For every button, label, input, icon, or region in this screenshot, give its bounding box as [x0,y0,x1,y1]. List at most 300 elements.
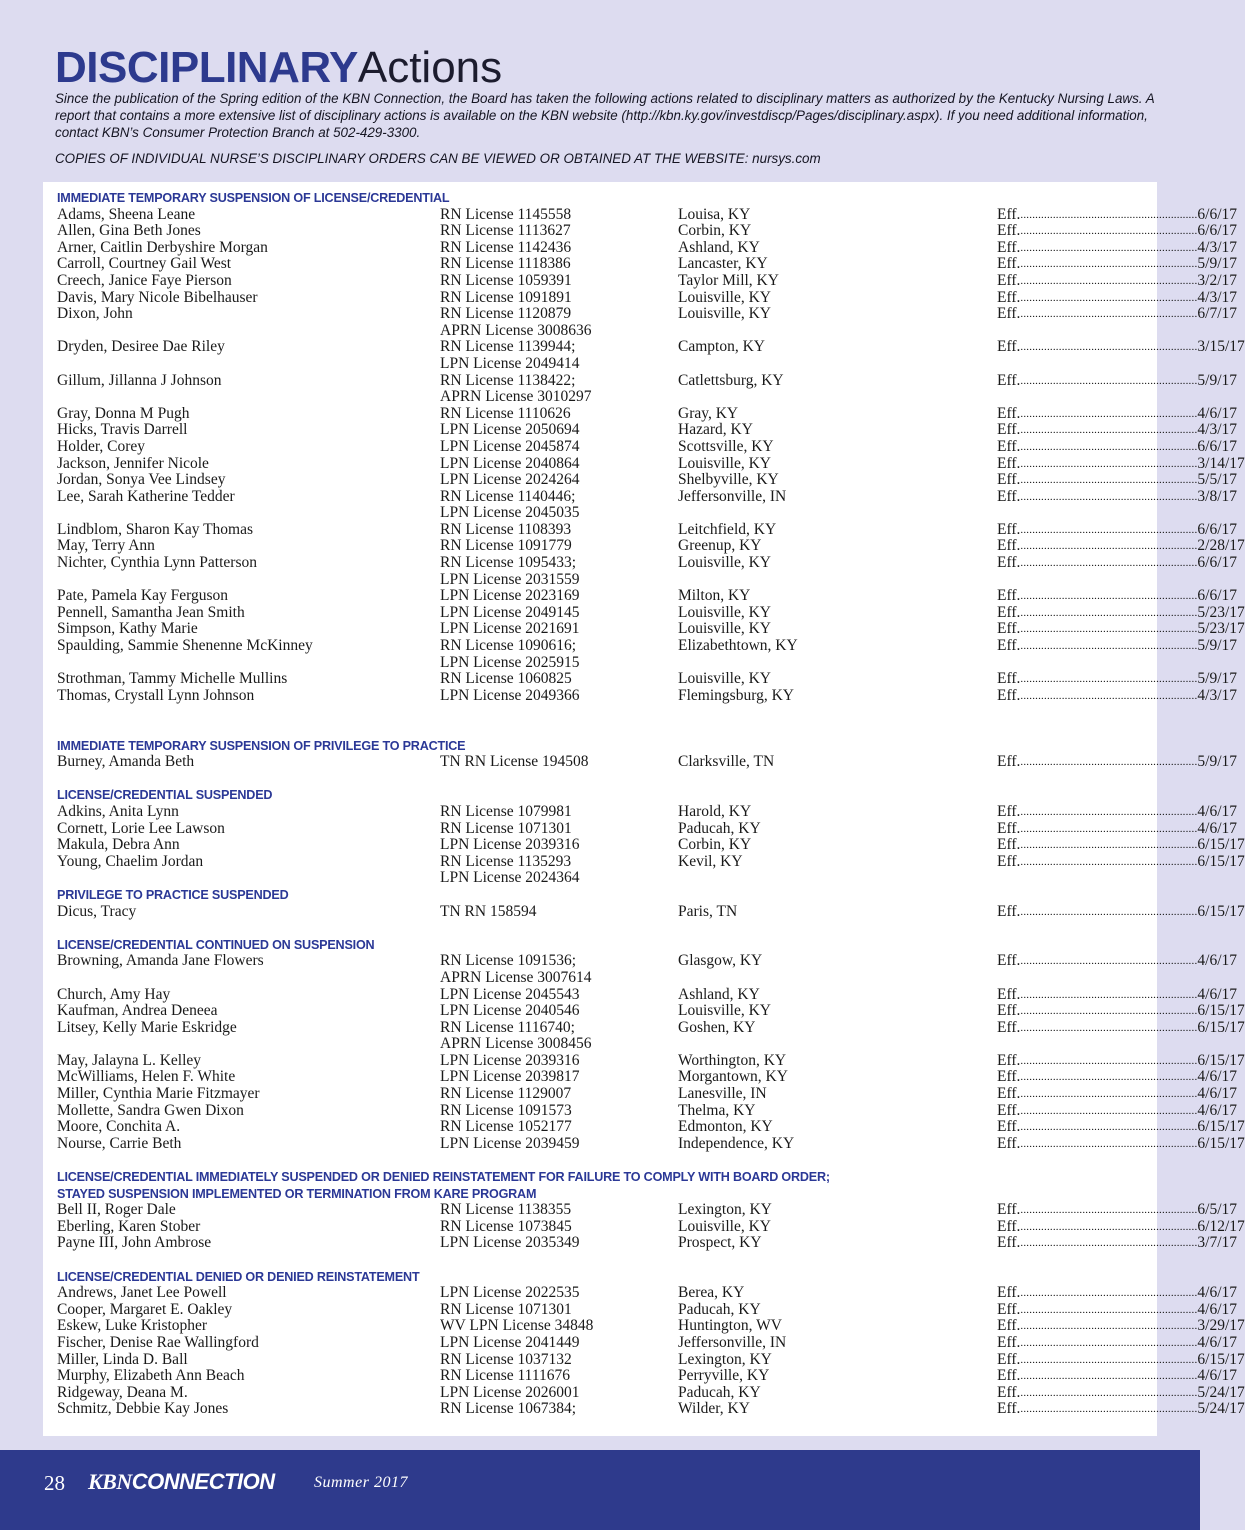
dot-leader: ............................................................ [1020,1386,1198,1399]
license-number: RN License 1060825 [440,670,572,688]
dot-leader: ............................................................ [1020,1137,1198,1150]
action-row [57,1234,1238,1252]
license-number: LPN License 2022535 [440,1284,580,1302]
eff-label: Eff. [997,1367,1021,1385]
city: Louisville, KY [678,1217,771,1235]
effective-date [997,1284,1238,1302]
nurse-name: Dixon, John [57,305,133,323]
nurse-name: Gray, Donna M Pugh [57,404,190,422]
license-number: LPN License 2024364 [440,869,580,887]
action-row [57,1317,1245,1335]
eff-label: Eff. [997,421,1021,439]
effective-date [997,421,1238,439]
dot-leader: ............................................................ [1020,374,1198,387]
nurse-name: Dryden, Desiree Dae Riley [57,338,225,356]
eff-label: Eff. [997,1317,1021,1335]
eff-date-value: 5/24/17 [1197,1400,1245,1418]
action-row [57,1018,1245,1037]
section-block [57,937,1245,1169]
section-title: LICENSE/CREDENTIAL CONTINUED ON SUSPENSION [57,937,375,952]
city: Louisville, KY [678,305,771,323]
nurse-name: Gillum, Jillanna J Johnson [57,371,222,389]
eff-date-value: 4/6/17 [1197,1300,1238,1318]
eff-date-value: 6/15/17 [1197,902,1245,920]
nurse-name: Bell II, Roger Dale [57,1201,176,1219]
nurse-name: Fischer, Denise Rae Wallingford [57,1333,259,1351]
action-row [57,819,1238,838]
effective-date [997,255,1238,273]
city: Taylor Mill, KY [678,271,779,289]
city: Louisville, KY [678,454,771,472]
dot-leader: ............................................................ [1020,1403,1198,1416]
eff-label: Eff. [997,222,1021,240]
nurse-name: Lee, Sarah Katherine Tedder [57,487,235,505]
eff-date-value: 4/6/17 [1197,1068,1238,1086]
action-row [57,902,1245,921]
license-number: RN License 1059391 [440,271,572,289]
effective-date [997,1085,1238,1103]
nurse-name: Church, Amy Hay [57,985,171,1003]
license-number: LPN License 2040546 [440,1002,580,1020]
section-spacer [57,771,1137,788]
effective-date [997,288,1238,307]
license-number: TN RN 158594 [440,902,537,920]
eff-date-value: 5/9/17 [1197,255,1238,273]
action-row [57,637,1238,655]
section-title: IMMEDIATE TEMPORARY SUSPENSION OF LICENSE/CREDENTIAL [57,191,450,205]
eff-label: Eff. [997,371,1021,389]
effective-date [997,1333,1238,1352]
section-spacer [57,721,1137,738]
dot-leader: ............................................................ [1020,1204,1198,1217]
page-number: 28 [44,1471,65,1495]
license-number: RN License 1091779 [440,537,572,555]
city: Clarksville, TN [678,753,775,771]
nurse-name: Ridgeway, Deana M. [57,1383,188,1401]
dot-leader: ............................................................ [1020,308,1198,321]
dot-leader: ............................................................ [1020,1005,1198,1018]
dot-leader: ............................................................ [1020,1054,1198,1067]
city: Jeffersonville, IN [678,1333,787,1351]
eff-date-value: 4/3/17 [1197,421,1238,439]
action-row [57,1300,1238,1319]
license-number: RN License 1091536; [440,952,577,970]
eff-label: Eff. [997,255,1021,273]
eff-label: Eff. [997,1101,1021,1119]
dot-leader: ............................................................ [1020,1370,1198,1383]
city: Catlettsburg, KY [678,371,784,389]
effective-date [997,836,1245,854]
eff-date-value: 6/15/17 [1197,852,1245,870]
effective-date [997,371,1238,390]
action-row [57,836,1245,854]
eff-label: Eff. [997,670,1021,688]
effective-date [997,985,1238,1004]
city: Corbin, KY [678,836,752,854]
city: Louisville, KY [678,670,771,688]
license-number: RN License 1111676 [440,1367,571,1385]
nurse-name: Moore, Conchita A. [57,1118,181,1136]
eff-date-value: 4/3/17 [1197,686,1238,704]
license-number: LPN License 2023169 [440,587,580,605]
eff-date-value: 6/15/17 [1197,1134,1245,1152]
nurse-name: Mollette, Sandra Gwen Dixon [57,1101,244,1119]
eff-label: Eff. [997,587,1021,605]
license-number: RN License 1071301 [440,1300,572,1318]
dot-leader: ............................................................ [1020,1353,1198,1366]
eff-label: Eff. [997,338,1021,356]
section-spacer [57,920,1137,937]
action-row [57,305,1238,323]
dot-leader: ............................................................ [1020,606,1198,619]
effective-date [997,471,1238,489]
effective-date [997,404,1238,423]
dot-leader: ............................................................ [1020,1104,1198,1117]
city: Paducah, KY [678,1300,761,1318]
dot-leader: ............................................................ [1020,440,1198,453]
license-number: WV LPN License 34848 [440,1317,594,1335]
city: Berea, KY [678,1284,745,1302]
logo-kbn: KBN [88,1469,132,1494]
eff-label: Eff. [997,437,1021,455]
eff-label: Eff. [997,404,1021,422]
page-header [55,44,1165,167]
license-number: LPN License 2049366 [440,686,580,704]
dot-leader: ............................................................ [1020,457,1198,470]
action-row [57,1201,1238,1219]
nurse-name: Dicus, Tracy [57,902,137,920]
action-row [57,323,1137,340]
dot-leader: ............................................................ [1020,258,1198,271]
license-number: LPN License 2041449 [440,1333,580,1351]
nurse-name: Kaufman, Andrea Deneea [57,1002,218,1020]
action-row [57,1036,1137,1053]
action-row [57,852,1245,871]
license-number: LPN License 2040864 [440,454,580,472]
dot-leader: ............................................................ [1020,490,1198,503]
copies-note: COPIES OF INDIVIDUAL NURSE’S DISCIPLINARY ORDERS CAN BE VIEWED OR OBTAINED AT THE WEBSITE: nursys.com [55,151,821,166]
eff-label: Eff. [997,454,1021,472]
license-number: RN License 1139944; [440,338,576,356]
nurse-name: Arner, Caitlin Derbyshire Morgan [57,238,268,256]
action-row [57,670,1238,688]
action-row [57,437,1238,456]
action-row [57,1333,1238,1352]
eff-date-value: 4/3/17 [1197,238,1238,256]
page-title [55,44,1165,90]
city: Louisville, KY [678,603,771,621]
action-row [57,404,1238,423]
license-number: LPN License 2045035 [440,504,580,522]
city: Edmonton, KY [678,1118,773,1136]
publication-logo [88,1469,275,1495]
section-block [57,738,1238,788]
effective-date [997,686,1238,705]
action-row [57,802,1238,821]
dot-leader: ............................................................ [1020,1071,1198,1084]
dot-leader: ............................................................ [1020,822,1198,835]
city: Milton, KY [678,587,751,605]
nurse-name: Litsey, Kelly Marie Eskridge [57,1018,237,1036]
page-footer [0,1450,1200,1530]
dot-leader: ............................................................ [1020,274,1198,287]
license-number: TN RN License 194508 [440,753,589,771]
eff-date-value: 2/28/17 [1197,537,1245,555]
city: Paris, TN [678,902,738,920]
action-row [57,454,1245,473]
city: Hazard, KY [678,421,753,439]
license-number: LPN License 2031559 [440,570,580,588]
city: Scottsville, KY [678,437,774,455]
eff-label: Eff. [997,271,1021,289]
nurse-name: Nichter, Cynthia Lynn Patterson [57,554,257,572]
action-row [57,870,1137,887]
action-row [57,205,1238,224]
effective-date [997,1118,1245,1136]
action-row [57,1101,1238,1120]
effective-date [997,554,1238,572]
license-number: RN License 1145558 [440,205,572,223]
eff-label: Eff. [997,1068,1021,1086]
effective-date [997,603,1245,622]
eff-date-value: 6/15/17 [1197,836,1245,854]
license-number: RN License 1108393 [440,520,572,538]
dot-leader: ............................................................ [1020,1021,1198,1034]
license-number: RN License 1090616; [440,637,577,655]
eff-date-value: 4/6/17 [1197,1333,1238,1351]
section-spacer [57,704,1137,721]
effective-date [997,1068,1238,1086]
effective-date [997,1383,1245,1402]
dot-leader: ............................................................ [1020,1303,1198,1316]
license-number: RN License 1118386 [440,255,571,273]
nurse-name: Makula, Debra Ann [57,836,180,854]
effective-date [997,1234,1238,1252]
effective-date [997,205,1238,224]
dot-leader: ............................................................ [1020,756,1198,769]
license-number: RN License 1120879 [440,305,572,323]
nurse-name: Miller, Linda D. Ball [57,1350,188,1368]
license-number: RN License 1091573 [440,1101,572,1119]
effective-date [997,753,1238,771]
license-number: APRN License 3007614 [440,968,592,986]
eff-date-value: 3/29/17 [1197,1317,1245,1335]
dot-leader: ............................................................ [1020,1121,1198,1134]
eff-date-value: 4/6/17 [1197,1085,1238,1103]
city: Ashland, KY [678,985,760,1003]
city: Paducah, KY [678,1383,761,1401]
action-row [57,1118,1245,1136]
nurse-name: Carroll, Courtney Gail West [57,255,232,273]
license-number: LPN License 2025915 [440,653,580,671]
eff-label: Eff. [997,1333,1021,1351]
action-row [57,1002,1245,1020]
nurse-name: Strothman, Tammy Michelle Mullins [57,670,288,688]
license-number: LPN License 2045543 [440,985,580,1003]
nurse-name: Thomas, Crystall Lynn Johnson [57,686,255,704]
action-row [57,1367,1238,1385]
action-row [57,238,1238,257]
action-row [57,587,1238,605]
nurse-name: McWilliams, Helen F. White [57,1068,236,1086]
city: Greenup, KY [678,537,762,555]
eff-date-value: 6/6/17 [1197,205,1238,223]
nurse-name: Eberling, Karen Stober [57,1217,201,1235]
effective-date [997,802,1238,821]
license-number: LPN License 2039817 [440,1068,580,1086]
eff-date-value: 5/9/17 [1197,637,1238,655]
eff-date-value: 4/6/17 [1197,1367,1238,1385]
section-title: IMMEDIATE TEMPORARY SUSPENSION OF PRIVILEGE TO PRACTICE [57,738,466,753]
license-number: LPN License 2045874 [440,437,580,455]
action-row [57,371,1238,390]
license-number: LPN License 2024264 [440,471,580,489]
section-spacer [57,1152,1137,1169]
nurse-name: Payne III, John Ambrose [57,1234,212,1252]
effective-date [997,1101,1238,1120]
nurse-name: Cornett, Lorie Lee Lawson [57,819,225,837]
action-row [57,505,1137,522]
dot-leader: ............................................................ [1020,1088,1198,1101]
effective-date [997,1350,1245,1369]
city: Louisville, KY [678,554,771,572]
eff-label: Eff. [997,1300,1021,1318]
intro-paragraph: Since the publication of the Spring edition of the KBN Connection, the Board has taken the following actions related to disciplinary matters as authorized by the Kentucky Nursing Laws. A report that contains a more extensive list of disciplinary actions is available on the KBN website (http://kbn.ky.gov/investdiscp/Pages/disciplinary.aspx). If you need additional information, contact KBN’s Consumer Protection Branch at 502-429-3300. [55,91,1155,140]
effective-date [997,1018,1245,1037]
nurse-name: Lindblom, Sharon Kay Thomas [57,520,254,538]
eff-label: Eff. [997,1085,1021,1103]
license-number: APRN License 3008456 [440,1035,592,1053]
eff-label: Eff. [997,305,1021,323]
dot-leader: ............................................................ [1020,424,1198,437]
effective-date [997,271,1238,290]
eff-label: Eff. [997,902,1021,920]
actions-panel [43,182,1245,1436]
city: Independence, KY [678,1134,795,1152]
eff-label: Eff. [997,238,1021,256]
city: Ashland, KY [678,238,760,256]
license-number: RN License 1067384; [440,1400,577,1418]
action-row [57,753,1238,771]
action-row [57,603,1245,622]
city: Morgantown, KY [678,1068,788,1086]
action-row [57,471,1238,489]
city: Worthington, KY [678,1051,787,1069]
action-row [57,1085,1238,1103]
eff-label: Eff. [997,1018,1021,1036]
eff-label: Eff. [997,1201,1021,1219]
eff-date-value: 6/15/17 [1197,1350,1245,1368]
section-title: LICENSE/CREDENTIAL DENIED OR DENIED REINSTATEMENT [57,1269,420,1284]
eff-label: Eff. [997,1051,1021,1069]
effective-date [997,338,1245,356]
city: Harold, KY [678,802,752,820]
license-number: RN License 1091891 [440,288,572,306]
action-row [57,655,1137,672]
action-row [57,1051,1245,1070]
eff-label: Eff. [997,686,1021,704]
effective-date [997,1300,1238,1319]
dot-leader: ............................................................ [1020,1336,1198,1349]
eff-label: Eff. [997,836,1021,854]
eff-date-value: 6/6/17 [1197,437,1238,455]
city: Jeffersonville, IN [678,487,787,505]
city: Lanesville, IN [678,1085,767,1103]
effective-date [997,1201,1238,1219]
eff-label: Eff. [997,819,1021,837]
dot-leader: ............................................................ [1020,1320,1198,1333]
nurse-name: Creech, Janice Faye Pierson [57,271,232,289]
section-title: STAYED SUSPENSION IMPLEMENTED OR TERMINATION FROM KARE PROGRAM [57,1186,537,1201]
effective-date [997,637,1238,655]
dot-leader: ............................................................ [1020,905,1198,918]
dot-leader: ............................................................ [1020,855,1198,868]
effective-date [997,1002,1245,1020]
nurse-name: Adams, Sheena Leane [57,205,196,223]
action-row [57,985,1238,1004]
eff-date-value: 5/23/17 [1197,603,1245,621]
action-row [57,952,1238,970]
license-number: RN License 1138355 [440,1201,572,1219]
eff-date-value: 3/15/17 [1197,338,1245,356]
section-title: LICENSE/CREDENTIAL IMMEDIATELY SUSPENDED OR DENIED REINSTATEMENT FOR FAILURE TO COMPLY WITH BOARD ORDER; [57,1170,830,1185]
license-number: RN License 1079981 [440,802,572,820]
license-number: RN License 1037132 [440,1350,572,1368]
license-number: LPN License 2049145 [440,603,580,621]
city: Wilder, KY [678,1400,750,1418]
city: Kevil, KY [678,852,743,870]
license-number: APRN License 3010297 [440,388,592,406]
action-row [57,487,1238,506]
action-row [57,271,1238,290]
nurse-name: Schmitz, Debbie Kay Jones [57,1400,229,1418]
action-row [57,222,1238,240]
action-row [57,1217,1245,1236]
city: Lexington, KY [678,1350,772,1368]
action-row [57,421,1238,439]
eff-date-value: 5/23/17 [1197,620,1245,638]
effective-date [997,1317,1245,1335]
eff-date-value: 6/12/17 [1197,1217,1245,1235]
city: Flemingsburg, KY [678,686,794,704]
license-number: APRN License 3008636 [440,321,592,339]
eff-date-value: 4/6/17 [1197,819,1238,837]
dot-leader: ............................................................ [1020,590,1198,603]
effective-date [997,670,1238,688]
dot-leader: ............................................................ [1020,1287,1198,1300]
section-spacer [57,1252,1137,1269]
action-row [57,1400,1245,1418]
action-row [57,288,1238,307]
actions-list [57,190,1245,1418]
page-title-light: Actions [357,43,503,92]
nurse-name: Young, Chaelim Jordan [57,852,204,870]
eff-label: Eff. [997,952,1021,970]
eff-date-value: 3/14/17 [1197,454,1245,472]
action-row [57,1284,1238,1302]
dot-leader: ............................................................ [1020,225,1198,238]
eff-label: Eff. [997,1134,1021,1152]
effective-date [997,1134,1245,1153]
eff-label: Eff. [997,802,1021,820]
nurse-name: Jackson, Jennifer Nicole [57,454,209,472]
nurse-name: Spaulding, Sammie Shenenne McKinney [57,637,313,655]
eff-label: Eff. [997,205,1021,223]
action-row [57,255,1238,273]
city: Perryville, KY [678,1367,770,1385]
effective-date [997,819,1238,838]
license-number: LPN License 2026001 [440,1383,580,1401]
